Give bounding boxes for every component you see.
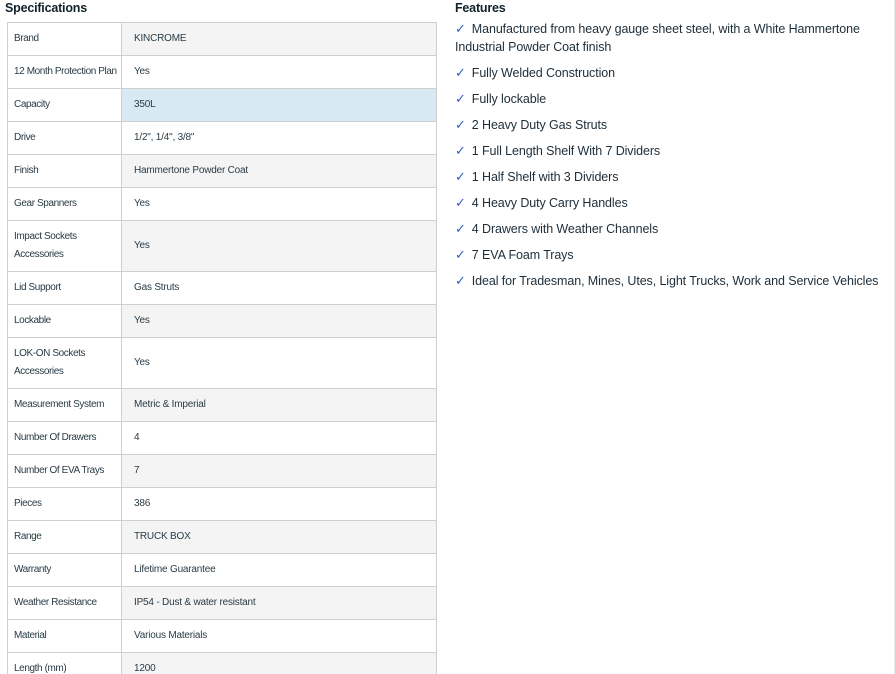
feature-text: 1 Full Length Shelf With 7 Dividers: [471, 144, 661, 158]
checkmark-icon: ✓: [455, 65, 466, 80]
spec-label: Impact Sockets Accessories: [7, 221, 122, 271]
spec-value: 1200: [122, 653, 437, 674]
spec-label: Pieces: [7, 488, 122, 520]
checkmark-icon: ✓: [455, 91, 466, 106]
checkmark-icon: ✓: [455, 169, 466, 184]
feature-item: [455, 168, 893, 186]
spec-label: Warranty: [7, 554, 122, 586]
spec-row: [7, 554, 437, 587]
features-title: Features: [455, 1, 506, 15]
checkmark-icon: ✓: [455, 247, 466, 262]
spec-value: Gas Struts: [122, 272, 437, 304]
spec-value: 7: [122, 455, 437, 487]
spec-row: [7, 389, 437, 422]
spec-label: Weather Resistance: [7, 587, 122, 619]
feature-text: 4 Drawers with Weather Channels: [471, 222, 659, 236]
spec-label: Gear Spanners: [7, 188, 122, 220]
checkmark-icon: ✓: [455, 195, 466, 210]
spec-label: Lid Support: [7, 272, 122, 304]
spec-label: Number Of EVA Trays: [7, 455, 122, 487]
spec-row: [7, 122, 437, 155]
feature-text: Fully Welded Construction: [471, 66, 615, 80]
checkmark-icon: ✓: [455, 221, 466, 236]
feature-text: 2 Heavy Duty Gas Struts: [471, 118, 608, 132]
feature-text: 1 Half Shelf with 3 Dividers: [471, 170, 619, 184]
spec-label: Brand: [7, 23, 122, 55]
feature-text: Manufactured from heavy gauge sheet steel, with a White Hammertone Industrial Powder Coat finish: [455, 22, 860, 54]
feature-text: 4 Heavy Duty Carry Handles: [471, 196, 628, 210]
spec-label: Capacity: [7, 89, 122, 121]
feature-item: [455, 64, 893, 82]
spec-row: [7, 305, 437, 338]
feature-item: [455, 90, 893, 108]
spec-label: Finish: [7, 155, 122, 187]
spec-label: Range: [7, 521, 122, 553]
spec-row: [7, 56, 437, 89]
features-list: [455, 20, 893, 290]
features-section: [455, 0, 893, 298]
spec-label: Measurement System: [7, 389, 122, 421]
spec-value: Metric & Imperial: [122, 389, 437, 421]
spec-row: [7, 89, 437, 122]
spec-row: [7, 23, 437, 56]
spec-row: [7, 422, 437, 455]
feature-item: [455, 220, 893, 238]
spec-value: 350L: [122, 89, 437, 121]
spec-label: Drive: [7, 122, 122, 154]
spec-value: TRUCK BOX: [122, 521, 437, 553]
spec-label: Lockable: [7, 305, 122, 337]
spec-row: [7, 221, 437, 272]
spec-row: [7, 338, 437, 389]
spec-row: [7, 620, 437, 653]
spec-value: IP54 - Dust & water resistant: [122, 587, 437, 619]
spec-label: Material: [7, 620, 122, 652]
spec-value: 386: [122, 488, 437, 520]
feature-item: [455, 194, 893, 212]
spec-value: 1/2", 1/4", 3/8": [122, 122, 437, 154]
spec-value: Hammertone Powder Coat: [122, 155, 437, 187]
spec-value: Lifetime Guarantee: [122, 554, 437, 586]
spec-value: Yes: [122, 338, 437, 388]
checkmark-icon: ✓: [455, 143, 466, 158]
spec-row: [7, 521, 437, 554]
feature-item: [455, 116, 893, 134]
checkmark-icon: ✓: [455, 273, 466, 288]
spec-row: [7, 272, 437, 305]
spec-value: Yes: [122, 56, 437, 88]
specifications-title: Specifications: [5, 1, 87, 15]
feature-item: [455, 246, 893, 264]
spec-row: [7, 455, 437, 488]
spec-value: 4: [122, 422, 437, 454]
spec-value: Yes: [122, 188, 437, 220]
spec-row: [7, 155, 437, 188]
feature-text: Ideal for Tradesman, Mines, Utes, Light Trucks, Work and Service Vehicles: [471, 274, 879, 288]
specifications-table: [7, 22, 437, 674]
specifications-section: [5, 0, 439, 674]
spec-value: Various Materials: [122, 620, 437, 652]
feature-item: [455, 272, 893, 290]
feature-item: [455, 20, 893, 56]
spec-label: Length (mm): [7, 653, 122, 674]
spec-row: [7, 188, 437, 221]
spec-row: [7, 587, 437, 620]
feature-text: 7 EVA Foam Trays: [471, 248, 574, 262]
spec-row: [7, 653, 437, 674]
spec-label: LOK-ON Sockets Accessories: [7, 338, 122, 388]
checkmark-icon: ✓: [455, 21, 466, 36]
spec-label: Number Of Drawers: [7, 422, 122, 454]
spec-value: Yes: [122, 305, 437, 337]
spec-value: Yes: [122, 221, 437, 271]
feature-text: Fully lockable: [471, 92, 547, 106]
spec-row: [7, 488, 437, 521]
spec-value: KINCROME: [122, 23, 437, 55]
feature-item: [455, 142, 893, 160]
checkmark-icon: ✓: [455, 117, 466, 132]
spec-label: 12 Month Protection Plan: [7, 56, 122, 88]
